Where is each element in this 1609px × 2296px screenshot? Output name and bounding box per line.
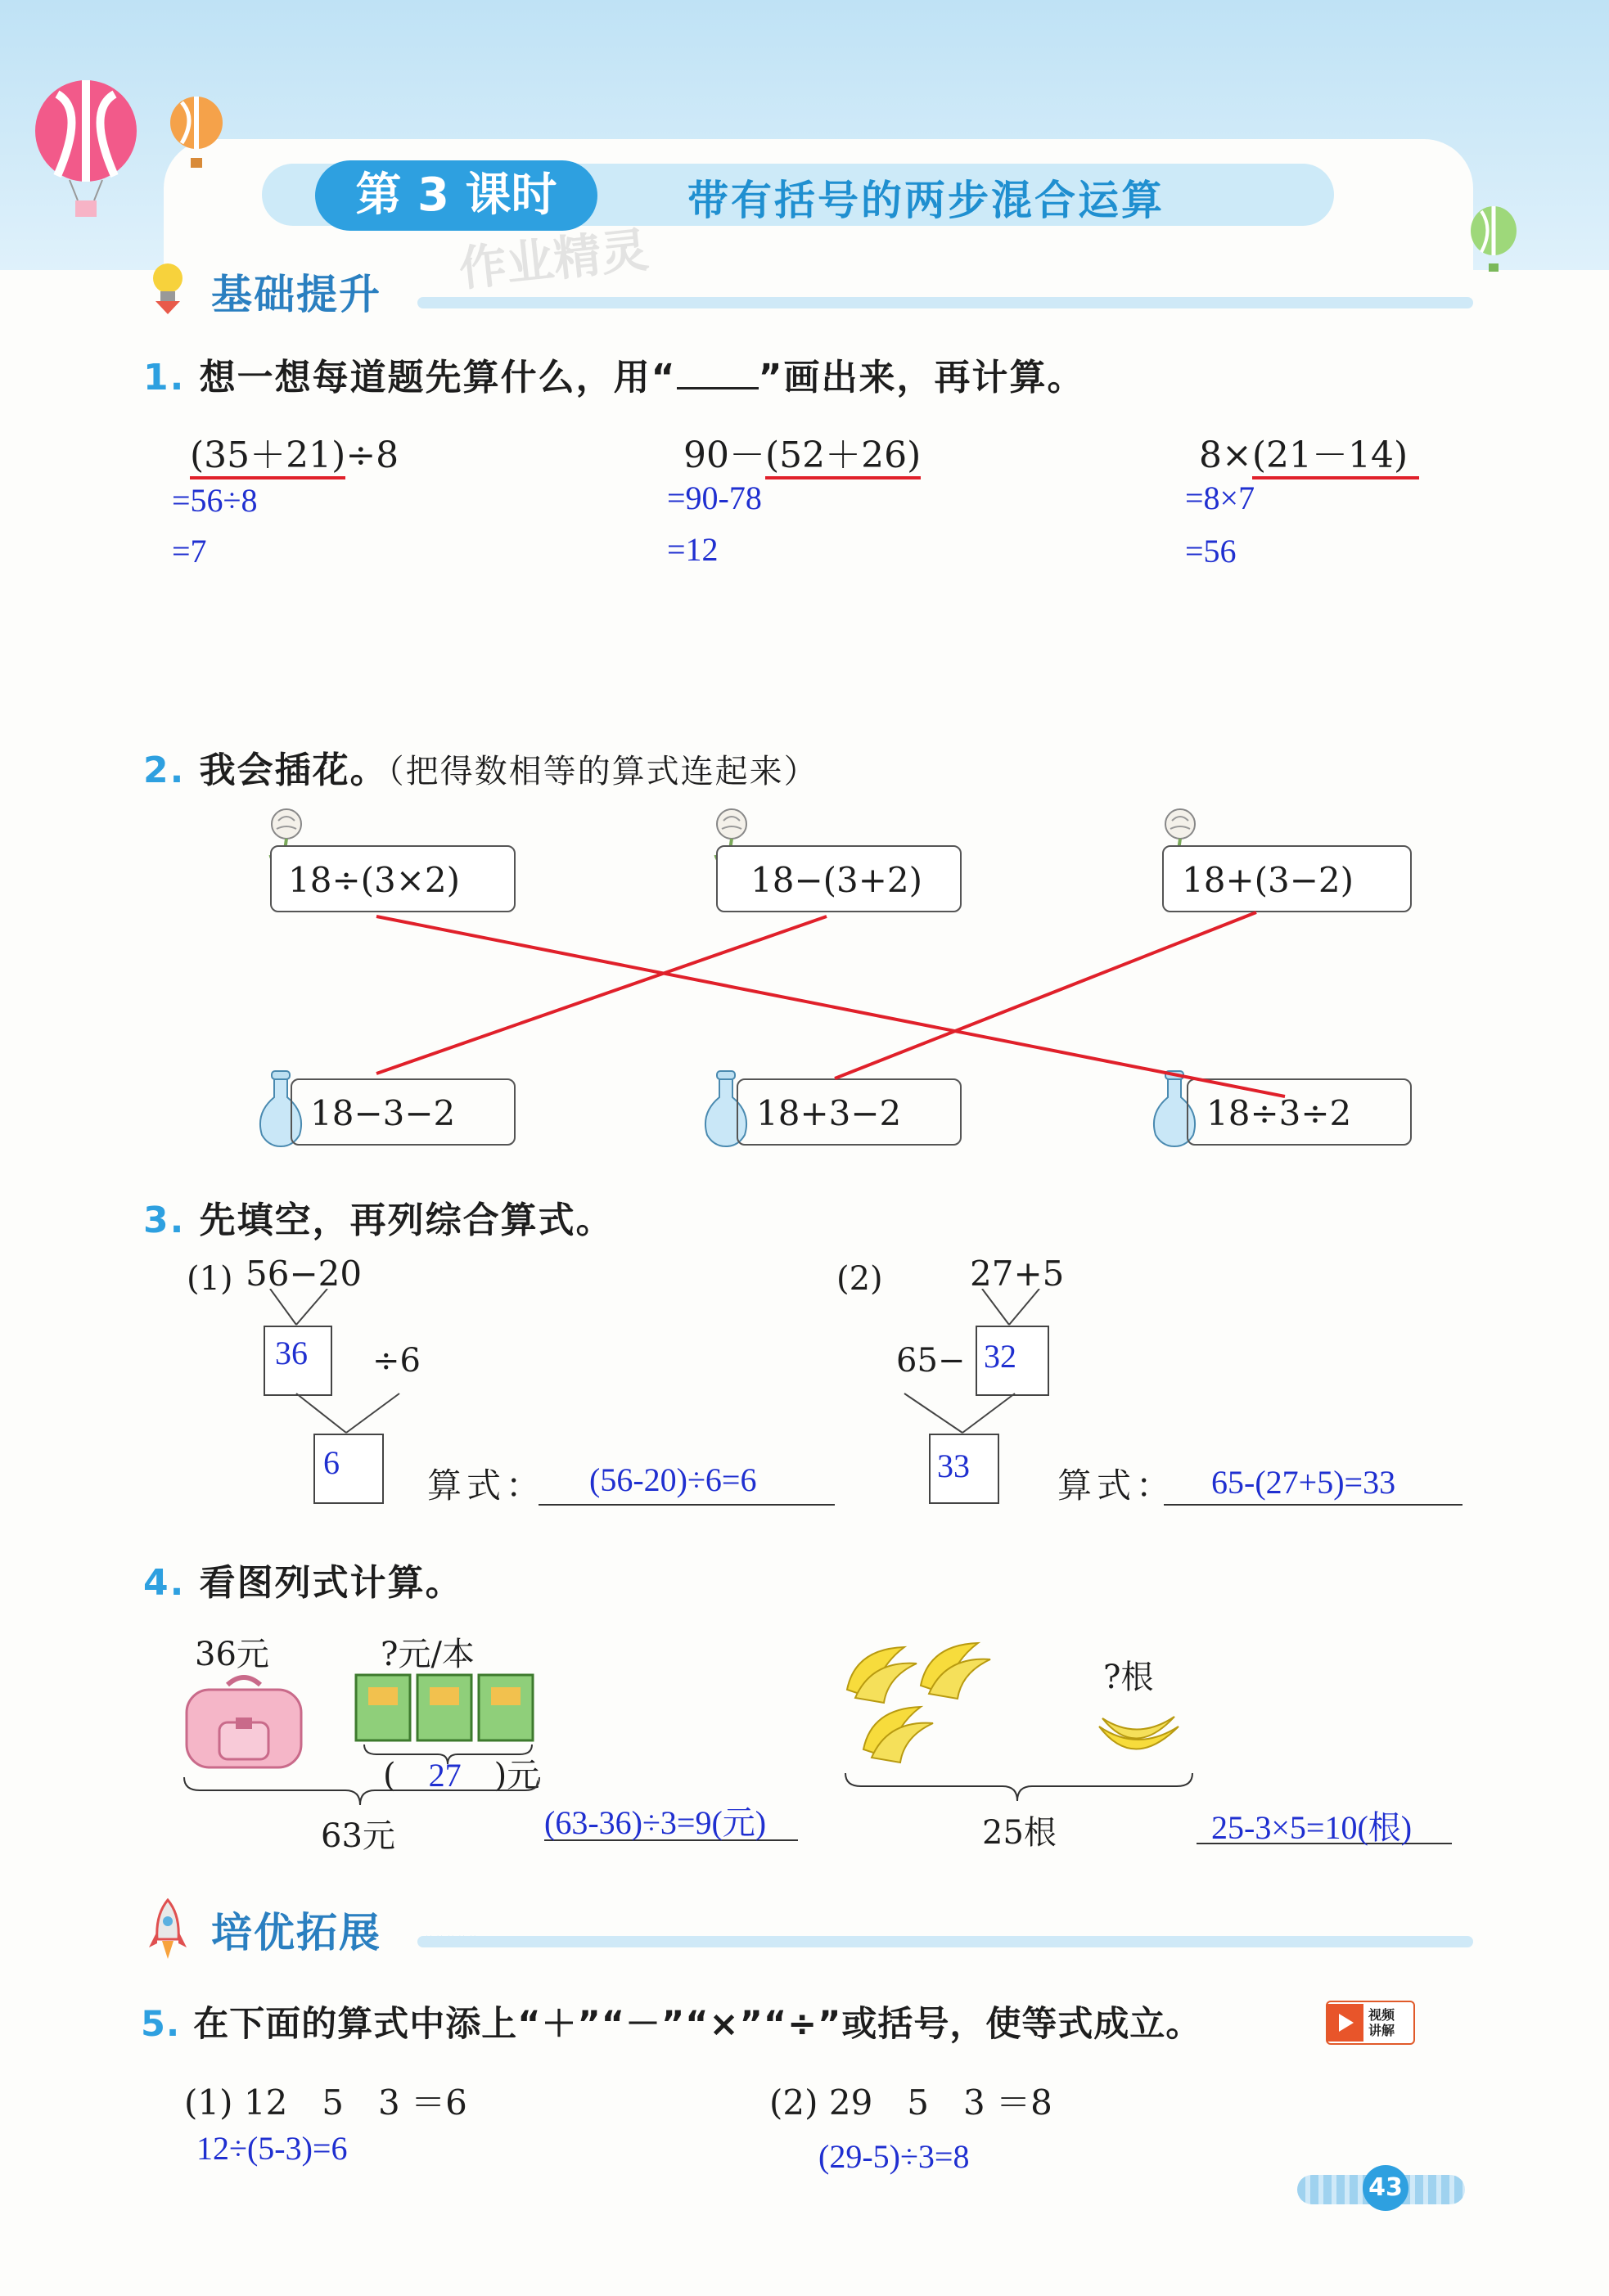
q2-number: 2. — [143, 750, 186, 791]
q1-item-2-rest: 90－ — [683, 434, 765, 476]
q1-item-1-step2: =7 — [172, 533, 207, 569]
banana-bunch-icon — [855, 1700, 937, 1766]
q3-p1-formula-line — [539, 1504, 835, 1506]
q4-paren-value: 27 — [428, 1757, 462, 1794]
q1-item-3-step1: =8×7 — [1185, 479, 1255, 516]
q3-prompt — [143, 1191, 614, 1243]
q2-hint: （把得数相等的算式连起来） — [387, 753, 818, 790]
q4-paren-close: )元 — [494, 1757, 540, 1794]
q3-text: 先填空，再列综合算式。 — [199, 1200, 614, 1241]
video-lesson-label: 视频 讲解 — [1368, 2007, 1395, 2038]
connect-line-2 — [376, 916, 827, 1074]
q4-prompt — [143, 1553, 463, 1605]
q4-brace-total — [182, 1776, 542, 1808]
q5-text: 在下面的算式中添上“＋”“－”“×”“÷”或括号，使等式成立。 — [193, 2004, 1202, 2045]
section-advanced-bar — [417, 1936, 1473, 1947]
q4-banana-question: ?根 — [1103, 1659, 1154, 1696]
q3-p2-label: (2) — [836, 1260, 883, 1298]
flower-card-1-text: 18÷(3×2) — [288, 860, 461, 900]
backpack-icon — [178, 1673, 309, 1772]
q4-brace-bananas — [843, 1772, 1195, 1804]
q4-answer2: 25-3×5=10(根) — [1211, 1809, 1413, 1846]
section-basic-title: 基础提升 — [211, 271, 381, 318]
q4-text: 看图列式计算。 — [199, 1562, 463, 1604]
q3-p2-formula-line — [1164, 1504, 1463, 1506]
q5-number: 5. — [141, 2004, 181, 2045]
q4-answer1: (63-36)÷3=9(元) — [544, 1804, 767, 1841]
vase-card-2-text: 18+3−2 — [756, 1093, 902, 1133]
q3-p1-box1-value: 36 — [275, 1335, 308, 1371]
banana-bunch-icon — [913, 1636, 994, 1702]
q3-p1-op: ÷6 — [372, 1342, 421, 1380]
flower-card-2-text: 18−(3+2) — [750, 860, 923, 900]
q5-p2-label: (2) 29 5 3 ＝8 — [769, 2082, 1052, 2123]
q3-p2-box1-value: 32 — [984, 1338, 1016, 1375]
connect-line-1 — [376, 916, 1285, 1096]
q1-item-2-step2: =12 — [667, 531, 719, 568]
q1-item-2-underlined: (52＋26) — [765, 434, 921, 479]
q1-text: 想一想每道题先算什么，用“ — [199, 357, 677, 398]
q1-item-3-underlined: (21－14) — [1252, 434, 1419, 479]
lesson-title: 带有括号的两步混合运算 — [687, 177, 1165, 224]
q3-p1-tree-lines — [246, 1289, 409, 1436]
q4-bag-price: 36元 — [195, 1636, 269, 1673]
q3-p1-formula-label: 算式： — [427, 1465, 546, 1506]
q4-number: 4. — [143, 1562, 186, 1604]
q3-p1-top: 56−20 — [246, 1254, 363, 1294]
banana-bunch-icon — [1093, 1694, 1183, 1772]
q3-p2-top: 27+5 — [970, 1254, 1065, 1294]
q3-p2-formula-label: 算式： — [1057, 1465, 1176, 1506]
q1-item-1-rest: ÷8 — [345, 434, 399, 476]
q3-p2-box2-value: 33 — [937, 1447, 970, 1484]
q5-p1-answer: 12÷(5-3)=6 — [196, 2130, 348, 2167]
q3-p1-formula: (56-20)÷6=6 — [589, 1461, 757, 1498]
q2-text: 我会插花。 — [199, 750, 388, 791]
q1-number: 1. — [143, 357, 186, 398]
q3-p2-box2[interactable] — [929, 1434, 999, 1504]
q1-text-end: ”画出来，再计算。 — [758, 357, 1085, 398]
q5-p1-label: (1) 12 5 3 ＝6 — [184, 2082, 467, 2123]
watermark: 作业精灵 — [456, 222, 651, 297]
q1-item-1-underlined: (35＋21) — [190, 434, 345, 479]
q4-total: 63元 — [321, 1817, 395, 1855]
play-icon — [1327, 2004, 1363, 2042]
q3-p1-box2[interactable] — [313, 1434, 384, 1504]
rocket-icon — [147, 1898, 188, 1964]
q4-book-price: ?元/本 — [381, 1636, 475, 1673]
page-number-text: 43 — [1368, 2173, 1403, 2202]
q3-p2-formula: 65-(27+5)=33 — [1211, 1464, 1396, 1501]
video-lesson-button[interactable] — [1326, 2001, 1415, 2045]
vase-card-3-text: 18÷3÷2 — [1206, 1093, 1352, 1133]
q3-number: 3. — [143, 1200, 186, 1241]
q1-item-3-rest: 8× — [1199, 434, 1252, 476]
notebooks-icon — [354, 1671, 538, 1745]
q3-p2-op: 65− — [896, 1342, 966, 1380]
q5-p2-answer: (29-5)÷3=8 — [818, 2138, 970, 2175]
lesson-label-text: 第 3 课时 — [355, 169, 557, 222]
q5-prompt — [141, 1997, 1201, 2046]
q4-paren-open: ( — [383, 1757, 396, 1794]
connect-line-3 — [835, 912, 1256, 1078]
section-advanced-title: 培优拓展 — [211, 1909, 381, 1956]
q3-p1-box2-value: 6 — [323, 1444, 340, 1481]
banana-bunch-icon — [839, 1641, 921, 1706]
q1-item-2-step1: =90-78 — [667, 479, 762, 516]
q3-p1-label: (1) — [187, 1260, 233, 1298]
q1-item-3-step2: =56 — [1185, 533, 1237, 569]
vase-card-1-text: 18−3−2 — [310, 1093, 456, 1133]
flower-card-3-text: 18+(3−2) — [1182, 860, 1354, 900]
q3-p2-tree-lines — [900, 1289, 1064, 1436]
q4-banana-total: 25根 — [982, 1814, 1057, 1852]
page-number — [1363, 2165, 1408, 2211]
q1-item-1-step1: =56÷8 — [172, 482, 258, 519]
